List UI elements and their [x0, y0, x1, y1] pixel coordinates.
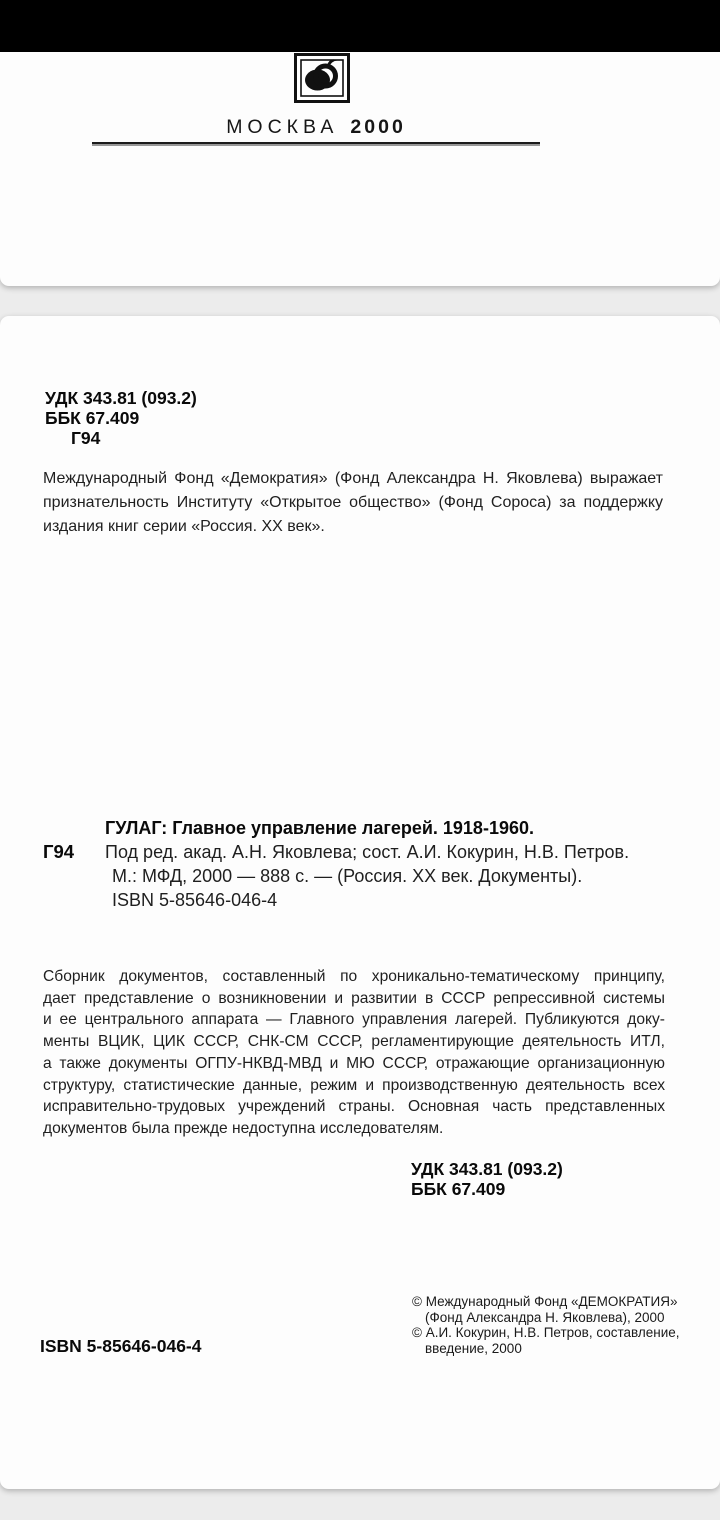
catalog-code: Г94 [43, 841, 75, 862]
acknowledgement-paragraph: Международный Фонд «Демократия» (Фонд Александра Н. Яковлева) выражает признательность Институту «Открытое общество» (Фонд Сороса) за поддержку издания книг серии «Россия. XX век». [43, 470, 663, 535]
catalog-title: ГУЛАГ: Главное управление лагерей. 1918-1960. [105, 818, 534, 838]
imprint-rule [92, 142, 540, 144]
publisher-logo-icon [294, 53, 350, 103]
catalog-description: Под ред. акад. А.Н. Яковлева; сост. А.И. Кокурин, Н.В. Петров. М.: МФД, 2000 — 888 с. — (Россия. XX век. Документы). ISBN 5-85646-046-4 [105, 842, 630, 910]
catalog-card [43, 816, 671, 912]
copyright-block: © Международный Фонд «ДЕМОКРАТИЯ» (Фонд Александра Н. Яковлева), 2000 © А.И. Кокурин, Н.В. Петров, составление, введение, 2000 [412, 1294, 680, 1356]
imprint-line [92, 115, 540, 139]
isbn-text: ISBN 5-85646-046-4 [40, 1336, 202, 1356]
udk-line: УДК 343.81 (093.2) [45, 388, 197, 408]
udk-block-bottom [411, 1159, 563, 1199]
book-page-imprint [0, 316, 720, 1489]
udk-block-top [45, 388, 197, 448]
annotation-paragraph: Сборник документов, составленный по хроникально-тематическому принципу, дает представление о возникновении и развитии в СССР репрессивной системы и ее центрального аппарата — Главного управления лагерей. Публикуются доку- менты ВЦИК, ЦИК СССР, СНК-СМ СССР, регламентирующие деятельность ИТЛ, а также документы ОГПУ-НКВД-МВД и МЮ СССР, отражающие организационную структуру, статистические данные, режим и производственную деятельность всех исправительно-трудовых учреждений страны. Основная часть представленных документов была прежде недоступна исследователям. [43, 968, 665, 1137]
bbk-line: ББК 67.409 [45, 408, 140, 428]
udk-line: УДК 343.81 (093.2) [411, 1159, 563, 1179]
bbk-line: ББК 67.409 [411, 1179, 506, 1199]
author-sign-line: Г94 [71, 428, 101, 448]
imprint-year: 2000 [350, 116, 406, 138]
imprint-city: МОСКВА [226, 116, 339, 138]
top-black-bar [0, 0, 720, 52]
